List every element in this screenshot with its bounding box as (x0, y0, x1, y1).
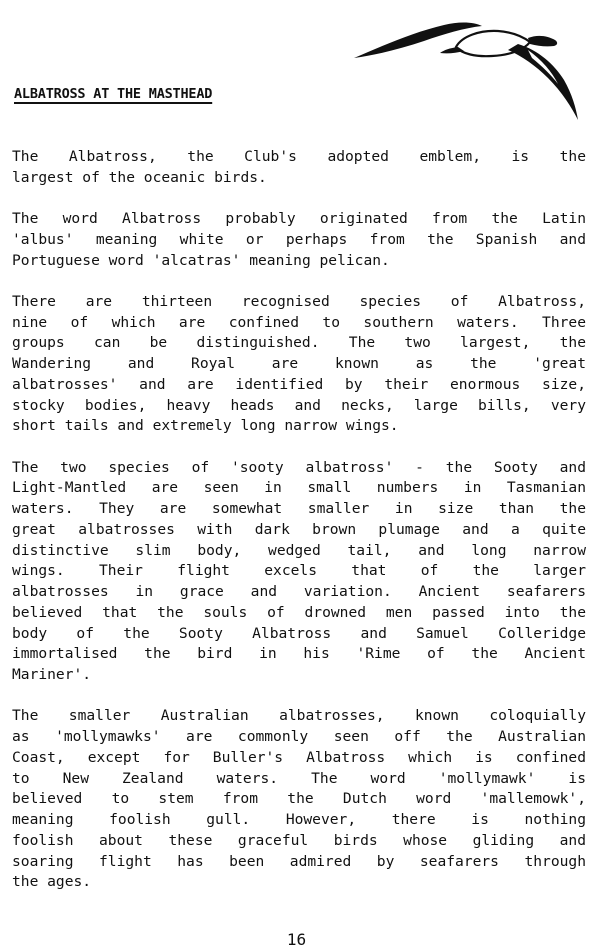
text-line: The Albatross, the Club's adopted emblem, is the (12, 148, 586, 165)
paragraph-species (12, 292, 586, 437)
text-line: albatrosses' and are identified by their enormous size, (12, 375, 586, 393)
text-line: believed that the souls of drowned men passed into the (12, 603, 586, 621)
text-line: the ages. (12, 873, 92, 891)
text-line: largest of the oceanic birds. (12, 168, 267, 186)
text-line: soaring flight has been admired by seafarers through (12, 852, 586, 870)
text-line: waters. They are somewhat smaller in size than the (12, 500, 586, 517)
paragraph-sooty-albatross (12, 458, 586, 686)
text-line: short tails and extremely long narrow wings. (12, 417, 399, 435)
text-line: groups can be distinguished. The two largest, the (12, 334, 586, 352)
article-body (12, 147, 586, 914)
page-title: ALBATROSS AT THE MASTHEAD (14, 86, 213, 102)
text-line: 'albus' meaning white or perhaps from the Spanish and (12, 230, 586, 248)
text-line: Mariner'. (12, 666, 92, 683)
text-line: meaning foolish gull. However, there is nothing (12, 811, 586, 828)
text-line: The smaller Australian albatrosses, known coloquially (12, 707, 586, 725)
text-line: The word Albatross probably originated from the Latin (12, 210, 586, 227)
text-line: body of the Sooty Albatross and Samuel Colleridge (12, 624, 586, 642)
albatross-in-flight-icon (352, 20, 582, 122)
text-line: foolish about these graceful birds whose gliding and (12, 831, 586, 849)
text-line: stocky bodies, heavy heads and necks, large bills, very (12, 396, 586, 414)
text-line: The two species of 'sooty albatross' - the Sooty and (12, 458, 586, 476)
page-number: 16 (286, 930, 307, 949)
paragraph-mollymawks (12, 706, 586, 893)
text-line: Wandering and Royal are known as the 'great (12, 355, 586, 372)
text-line: Coast, except for Buller's Albatross which is confined (12, 748, 586, 766)
text-line: Portuguese word 'alcatras' meaning pelican. (12, 251, 390, 269)
text-line: as 'mollymawks' are commonly seen off the Australian (12, 728, 586, 745)
text-line: believed to stem from the Dutch word 'mallemowk', (12, 790, 586, 808)
text-line: nine of which are confined to southern waters. Three (12, 313, 586, 331)
text-line: great albatrosses with dark brown plumage and a quite (12, 520, 586, 538)
text-line: immortalised the bird in his 'Rime of the Ancient (12, 645, 586, 663)
paragraph-intro (12, 147, 586, 189)
text-line: Light-Mantled are seen in small numbers in Tasmanian (12, 479, 586, 497)
text-line: to New Zealand waters. The word 'mollymawk' is (12, 769, 586, 787)
text-line: There are thirteen recognised species of Albatross, (12, 292, 586, 310)
text-line: distinctive slim body, wedged tail, and long narrow (12, 541, 586, 559)
paragraph-etymology (12, 209, 586, 271)
text-line: wings. Their flight excels that of the larger (12, 562, 586, 580)
text-line: albatrosses in grace and variation. Ancient seafarers (12, 583, 586, 600)
